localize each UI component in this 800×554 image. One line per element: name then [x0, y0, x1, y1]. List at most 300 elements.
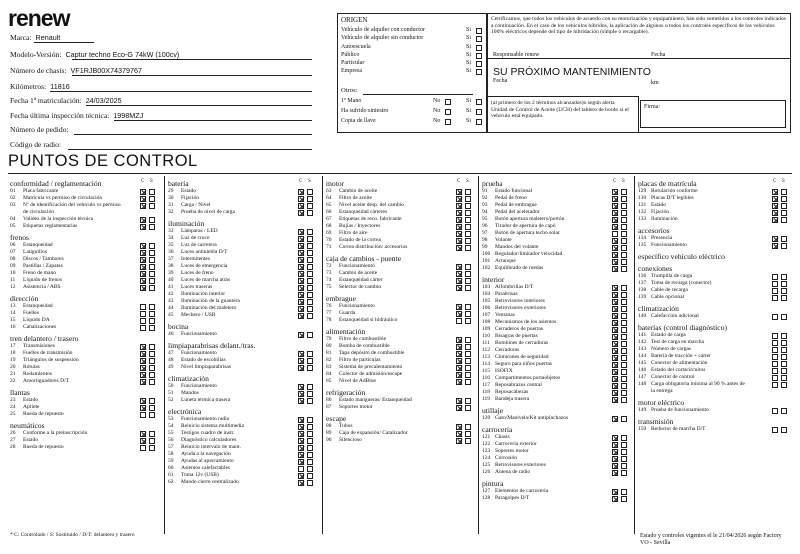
sustituido-checkbox[interactable]	[621, 266, 627, 272]
controlado-checkbox[interactable]	[456, 372, 462, 378]
sustituido-checkbox[interactable]	[307, 452, 313, 458]
sustituido-checkbox[interactable]	[781, 288, 787, 294]
controlado-checkbox[interactable]	[140, 196, 146, 202]
controlado-checkbox[interactable]	[140, 365, 146, 371]
sustituido-checkbox[interactable]	[781, 203, 787, 209]
sustituido-checkbox[interactable]	[307, 299, 313, 305]
controlado-checkbox[interactable]	[772, 375, 778, 381]
sustituido-checkbox[interactable]	[307, 351, 313, 357]
controlado-checkbox[interactable]	[140, 372, 146, 378]
sustituido-checkbox[interactable]	[781, 217, 787, 223]
sustituido-checkbox[interactable]	[307, 250, 313, 256]
controlado-checkbox[interactable]	[456, 210, 462, 216]
controlado-checkbox[interactable]	[298, 391, 304, 397]
controlado-checkbox[interactable]	[612, 362, 618, 368]
controlado-checkbox[interactable]	[772, 354, 778, 360]
sustituido-checkbox[interactable]	[307, 332, 313, 338]
controlado-checkbox[interactable]	[772, 288, 778, 294]
controlado-checkbox[interactable]	[298, 313, 304, 319]
sustituido-checkbox[interactable]	[621, 470, 627, 476]
controlado-checkbox[interactable]	[298, 384, 304, 390]
sustituido-checkbox[interactable]	[621, 376, 627, 382]
sustituido-checkbox[interactable]	[621, 341, 627, 347]
sustituido-checkbox[interactable]	[781, 347, 787, 353]
controlado-checkbox[interactable]	[612, 390, 618, 396]
sustituido-checkbox[interactable]	[781, 189, 787, 195]
sustituido-checkbox[interactable]	[149, 217, 155, 223]
controlado-checkbox[interactable]	[456, 245, 462, 251]
controlado-checkbox[interactable]	[298, 229, 304, 235]
sustituido-checkbox[interactable]	[781, 361, 787, 367]
sustituido-checkbox[interactable]	[621, 496, 627, 502]
controlado-checkbox[interactable]	[298, 299, 304, 305]
sustituido-checkbox[interactable]	[621, 259, 627, 265]
sustituido-checkbox[interactable]	[149, 365, 155, 371]
sustituido-checkbox[interactable]	[149, 379, 155, 385]
controlado-checkbox[interactable]	[772, 333, 778, 339]
controlado-checkbox[interactable]	[772, 210, 778, 216]
si-checkbox[interactable]	[476, 109, 482, 115]
controlado-checkbox[interactable]	[772, 314, 778, 320]
controlado-checkbox[interactable]	[772, 382, 778, 388]
sustituido-checkbox[interactable]	[621, 463, 627, 469]
sustituido-checkbox[interactable]	[149, 196, 155, 202]
sustituido-checkbox[interactable]	[781, 274, 787, 280]
controlado-checkbox[interactable]	[612, 238, 618, 244]
controlado-checkbox[interactable]	[456, 358, 462, 364]
controlado-checkbox[interactable]	[298, 292, 304, 298]
sustituido-checkbox[interactable]	[465, 285, 471, 291]
controlado-checkbox[interactable]	[456, 311, 462, 317]
controlado-checkbox[interactable]	[612, 369, 618, 375]
controlado-checkbox[interactable]	[456, 231, 462, 237]
controlado-checkbox[interactable]	[612, 259, 618, 265]
controlado-checkbox[interactable]	[612, 224, 618, 230]
controlado-checkbox[interactable]	[456, 278, 462, 284]
sustituido-checkbox[interactable]	[621, 238, 627, 244]
controlado-checkbox[interactable]	[456, 196, 462, 202]
si-checkbox[interactable]	[476, 119, 482, 125]
controlado-checkbox[interactable]	[456, 365, 462, 371]
controlado-checkbox[interactable]	[298, 250, 304, 256]
controlado-checkbox[interactable]	[456, 398, 462, 404]
sustituido-checkbox[interactable]	[621, 442, 627, 448]
sustituido-checkbox[interactable]	[465, 438, 471, 444]
controlado-checkbox[interactable]	[456, 405, 462, 411]
sustituido-checkbox[interactable]	[781, 210, 787, 216]
controlado-checkbox[interactable]	[612, 456, 618, 462]
controlado-checkbox[interactable]	[456, 351, 462, 357]
controlado-checkbox[interactable]	[612, 320, 618, 326]
sustituido-checkbox[interactable]	[465, 372, 471, 378]
sustituido-checkbox[interactable]	[149, 189, 155, 195]
sustituido-checkbox[interactable]	[621, 203, 627, 209]
controlado-checkbox[interactable]	[772, 427, 778, 433]
sustituido-checkbox[interactable]	[781, 295, 787, 301]
controlado-checkbox[interactable]	[612, 341, 618, 347]
controlado-checkbox[interactable]	[140, 344, 146, 350]
sustituido-checkbox[interactable]	[307, 306, 313, 312]
controlado-checkbox[interactable]	[298, 417, 304, 423]
sustituido-checkbox[interactable]	[465, 278, 471, 284]
controlado-checkbox[interactable]	[772, 347, 778, 353]
sustituido-checkbox[interactable]	[465, 203, 471, 209]
sustituido-checkbox[interactable]	[149, 250, 155, 256]
controlado-checkbox[interactable]	[140, 203, 146, 209]
controlado-checkbox[interactable]	[772, 236, 778, 242]
sustituido-checkbox[interactable]	[307, 285, 313, 291]
sustituido-checkbox[interactable]	[307, 243, 313, 249]
sustituido-checkbox[interactable]	[307, 264, 313, 270]
controlado-checkbox[interactable]	[612, 189, 618, 195]
sustituido-checkbox[interactable]	[307, 384, 313, 390]
sustituido-checkbox[interactable]	[465, 264, 471, 270]
controlado-checkbox[interactable]	[612, 203, 618, 209]
controlado-checkbox[interactable]	[140, 325, 146, 331]
sustituido-checkbox[interactable]	[149, 304, 155, 310]
controlado-checkbox[interactable]	[298, 365, 304, 371]
origen-si-checkbox[interactable]	[476, 61, 482, 67]
controlado-checkbox[interactable]	[772, 368, 778, 374]
controlado-checkbox[interactable]	[140, 358, 146, 364]
controlado-checkbox[interactable]	[456, 217, 462, 223]
sustituido-checkbox[interactable]	[465, 431, 471, 437]
controlado-checkbox[interactable]	[772, 281, 778, 287]
controlado-checkbox[interactable]	[612, 449, 618, 455]
controlado-checkbox[interactable]	[456, 285, 462, 291]
sustituido-checkbox[interactable]	[149, 438, 155, 444]
sustituido-checkbox[interactable]	[149, 351, 155, 357]
controlado-checkbox[interactable]	[298, 278, 304, 284]
sustituido-checkbox[interactable]	[621, 369, 627, 375]
sustituido-checkbox[interactable]	[307, 391, 313, 397]
sustituido-checkbox[interactable]	[307, 229, 313, 235]
sustituido-checkbox[interactable]	[621, 327, 627, 333]
controlado-checkbox[interactable]	[772, 295, 778, 301]
controlado-checkbox[interactable]	[298, 271, 304, 277]
sustituido-checkbox[interactable]	[149, 243, 155, 249]
controlado-checkbox[interactable]	[772, 408, 778, 414]
sustituido-checkbox[interactable]	[465, 344, 471, 350]
controlado-checkbox[interactable]	[612, 397, 618, 403]
sustituido-checkbox[interactable]	[621, 231, 627, 237]
sustituido-checkbox[interactable]	[149, 344, 155, 350]
sustituido-checkbox[interactable]	[621, 252, 627, 258]
controlado-checkbox[interactable]	[612, 463, 618, 469]
controlado-checkbox[interactable]	[140, 304, 146, 310]
controlado-checkbox[interactable]	[140, 271, 146, 277]
controlado-checkbox[interactable]	[772, 203, 778, 209]
sustituido-checkbox[interactable]	[307, 431, 313, 437]
sustituido-checkbox[interactable]	[465, 337, 471, 343]
sustituido-checkbox[interactable]	[465, 405, 471, 411]
controlado-checkbox[interactable]	[456, 344, 462, 350]
controlado-checkbox[interactable]	[772, 340, 778, 346]
controlado-checkbox[interactable]	[612, 496, 618, 502]
controlado-checkbox[interactable]	[456, 438, 462, 444]
controlado-checkbox[interactable]	[298, 452, 304, 458]
controlado-checkbox[interactable]	[612, 355, 618, 361]
sustituido-checkbox[interactable]	[307, 313, 313, 319]
controlado-checkbox[interactable]	[298, 189, 304, 195]
sustituido-checkbox[interactable]	[149, 264, 155, 270]
controlado-checkbox[interactable]	[298, 196, 304, 202]
sustituido-checkbox[interactable]	[307, 236, 313, 242]
sustituido-checkbox[interactable]	[621, 397, 627, 403]
sustituido-checkbox[interactable]	[781, 408, 787, 414]
sustituido-checkbox[interactable]	[307, 203, 313, 209]
controlado-checkbox[interactable]	[298, 210, 304, 216]
sustituido-checkbox[interactable]	[307, 424, 313, 430]
sustituido-checkbox[interactable]	[621, 217, 627, 223]
controlado-checkbox[interactable]	[140, 189, 146, 195]
sustituido-checkbox[interactable]	[621, 210, 627, 216]
controlado-checkbox[interactable]	[140, 412, 146, 418]
controlado-checkbox[interactable]	[298, 358, 304, 364]
controlado-checkbox[interactable]	[612, 306, 618, 312]
sustituido-checkbox[interactable]	[307, 358, 313, 364]
controlado-checkbox[interactable]	[140, 278, 146, 284]
controlado-checkbox[interactable]	[140, 264, 146, 270]
controlado-checkbox[interactable]	[140, 405, 146, 411]
controlado-checkbox[interactable]	[612, 442, 618, 448]
sustituido-checkbox[interactable]	[621, 292, 627, 298]
controlado-checkbox[interactable]	[298, 459, 304, 465]
controlado-checkbox[interactable]	[612, 210, 618, 216]
sustituido-checkbox[interactable]	[465, 231, 471, 237]
controlado-checkbox[interactable]	[298, 243, 304, 249]
sustituido-checkbox[interactable]	[621, 334, 627, 340]
controlado-checkbox[interactable]	[612, 435, 618, 441]
sustituido-checkbox[interactable]	[465, 217, 471, 223]
controlado-checkbox[interactable]	[456, 424, 462, 430]
origen-si-checkbox[interactable]	[476, 53, 482, 59]
controlado-checkbox[interactable]	[772, 243, 778, 249]
sustituido-checkbox[interactable]	[307, 292, 313, 298]
sustituido-checkbox[interactable]	[621, 313, 627, 319]
origen-si-checkbox[interactable]	[476, 36, 482, 42]
sustituido-checkbox[interactable]	[307, 257, 313, 263]
controlado-checkbox[interactable]	[298, 431, 304, 437]
sustituido-checkbox[interactable]	[621, 362, 627, 368]
sustituido-checkbox[interactable]	[307, 417, 313, 423]
sustituido-checkbox[interactable]	[307, 438, 313, 444]
controlado-checkbox[interactable]	[612, 383, 618, 389]
sustituido-checkbox[interactable]	[149, 203, 155, 209]
sustituido-checkbox[interactable]	[781, 382, 787, 388]
sustituido-checkbox[interactable]	[621, 299, 627, 305]
controlado-checkbox[interactable]	[456, 224, 462, 230]
controlado-checkbox[interactable]	[298, 480, 304, 486]
sustituido-checkbox[interactable]	[465, 304, 471, 310]
sustituido-checkbox[interactable]	[781, 196, 787, 202]
controlado-checkbox[interactable]	[612, 292, 618, 298]
controlado-checkbox[interactable]	[298, 424, 304, 430]
controlado-checkbox[interactable]	[612, 299, 618, 305]
sustituido-checkbox[interactable]	[781, 354, 787, 360]
sustituido-checkbox[interactable]	[465, 196, 471, 202]
sustituido-checkbox[interactable]	[307, 466, 313, 472]
sustituido-checkbox[interactable]	[465, 351, 471, 357]
controlado-checkbox[interactable]	[140, 318, 146, 324]
sustituido-checkbox[interactable]	[149, 311, 155, 317]
sustituido-checkbox[interactable]	[307, 473, 313, 479]
controlado-checkbox[interactable]	[612, 245, 618, 251]
controlado-checkbox[interactable]	[772, 217, 778, 223]
sustituido-checkbox[interactable]	[781, 375, 787, 381]
controlado-checkbox[interactable]	[140, 438, 146, 444]
controlado-checkbox[interactable]	[140, 379, 146, 385]
controlado-checkbox[interactable]	[612, 327, 618, 333]
controlado-checkbox[interactable]	[140, 217, 146, 223]
controlado-checkbox[interactable]	[140, 257, 146, 263]
controlado-checkbox[interactable]	[456, 318, 462, 324]
controlado-checkbox[interactable]	[612, 217, 618, 223]
sustituido-checkbox[interactable]	[465, 424, 471, 430]
origen-si-checkbox[interactable]	[476, 45, 482, 51]
sustituido-checkbox[interactable]	[621, 196, 627, 202]
sustituido-checkbox[interactable]	[621, 390, 627, 396]
controlado-checkbox[interactable]	[456, 431, 462, 437]
sustituido-checkbox[interactable]	[465, 238, 471, 244]
origen-si-checkbox[interactable]	[476, 69, 482, 75]
controlado-checkbox[interactable]	[456, 264, 462, 270]
sustituido-checkbox[interactable]	[149, 278, 155, 284]
sustituido-checkbox[interactable]	[149, 271, 155, 277]
sustituido-checkbox[interactable]	[781, 314, 787, 320]
sustituido-checkbox[interactable]	[781, 427, 787, 433]
no-checkbox[interactable]	[445, 119, 451, 125]
sustituido-checkbox[interactable]	[307, 459, 313, 465]
controlado-checkbox[interactable]	[140, 311, 146, 317]
no-checkbox[interactable]	[445, 99, 451, 105]
sustituido-checkbox[interactable]	[465, 398, 471, 404]
sustituido-checkbox[interactable]	[781, 368, 787, 374]
sustituido-checkbox[interactable]	[149, 325, 155, 331]
sustituido-checkbox[interactable]	[621, 285, 627, 291]
sustituido-checkbox[interactable]	[149, 358, 155, 364]
sustituido-checkbox[interactable]	[465, 379, 471, 385]
controlado-checkbox[interactable]	[456, 271, 462, 277]
controlado-checkbox[interactable]	[298, 257, 304, 263]
controlado-checkbox[interactable]	[772, 274, 778, 280]
controlado-checkbox[interactable]	[612, 285, 618, 291]
controlado-checkbox[interactable]	[772, 189, 778, 195]
sustituido-checkbox[interactable]	[307, 480, 313, 486]
sustituido-checkbox[interactable]	[149, 372, 155, 378]
sustituido-checkbox[interactable]	[621, 224, 627, 230]
sustituido-checkbox[interactable]	[781, 340, 787, 346]
controlado-checkbox[interactable]	[612, 416, 618, 422]
controlado-checkbox[interactable]	[298, 332, 304, 338]
controlado-checkbox[interactable]	[612, 252, 618, 258]
sustituido-checkbox[interactable]	[149, 431, 155, 437]
sustituido-checkbox[interactable]	[149, 445, 155, 451]
sustituido-checkbox[interactable]	[149, 398, 155, 404]
sustituido-checkbox[interactable]	[307, 398, 313, 404]
controlado-checkbox[interactable]	[140, 243, 146, 249]
controlado-checkbox[interactable]	[298, 398, 304, 404]
sustituido-checkbox[interactable]	[465, 358, 471, 364]
controlado-checkbox[interactable]	[612, 313, 618, 319]
controlado-checkbox[interactable]	[612, 489, 618, 495]
sustituido-checkbox[interactable]	[465, 318, 471, 324]
sustituido-checkbox[interactable]	[621, 245, 627, 251]
controlado-checkbox[interactable]	[298, 445, 304, 451]
si-checkbox[interactable]	[476, 99, 482, 105]
sustituido-checkbox[interactable]	[149, 405, 155, 411]
controlado-checkbox[interactable]	[456, 337, 462, 343]
sustituido-checkbox[interactable]	[465, 311, 471, 317]
sustituido-checkbox[interactable]	[465, 245, 471, 251]
sustituido-checkbox[interactable]	[307, 271, 313, 277]
controlado-checkbox[interactable]	[456, 304, 462, 310]
sustituido-checkbox[interactable]	[781, 236, 787, 242]
sustituido-checkbox[interactable]	[781, 333, 787, 339]
sustituido-checkbox[interactable]	[621, 435, 627, 441]
sustituido-checkbox[interactable]	[621, 348, 627, 354]
sustituido-checkbox[interactable]	[149, 318, 155, 324]
controlado-checkbox[interactable]	[612, 334, 618, 340]
controlado-checkbox[interactable]	[298, 264, 304, 270]
sustituido-checkbox[interactable]	[621, 355, 627, 361]
controlado-checkbox[interactable]	[456, 189, 462, 195]
sustituido-checkbox[interactable]	[307, 278, 313, 284]
sustituido-checkbox[interactable]	[149, 285, 155, 291]
sustituido-checkbox[interactable]	[465, 210, 471, 216]
controlado-checkbox[interactable]	[140, 445, 146, 451]
controlado-checkbox[interactable]	[298, 438, 304, 444]
sustituido-checkbox[interactable]	[465, 365, 471, 371]
controlado-checkbox[interactable]	[298, 236, 304, 242]
sustituido-checkbox[interactable]	[621, 416, 627, 422]
controlado-checkbox[interactable]	[298, 285, 304, 291]
controlado-checkbox[interactable]	[140, 431, 146, 437]
controlado-checkbox[interactable]	[612, 231, 618, 237]
controlado-checkbox[interactable]	[456, 203, 462, 209]
controlado-checkbox[interactable]	[298, 203, 304, 209]
sustituido-checkbox[interactable]	[465, 224, 471, 230]
sustituido-checkbox[interactable]	[621, 383, 627, 389]
sustituido-checkbox[interactable]	[149, 257, 155, 263]
sustituido-checkbox[interactable]	[307, 196, 313, 202]
controlado-checkbox[interactable]	[140, 285, 146, 291]
controlado-checkbox[interactable]	[140, 224, 146, 230]
controlado-checkbox[interactable]	[772, 361, 778, 367]
controlado-checkbox[interactable]	[140, 351, 146, 357]
controlado-checkbox[interactable]	[140, 398, 146, 404]
sustituido-checkbox[interactable]	[621, 306, 627, 312]
sustituido-checkbox[interactable]	[465, 271, 471, 277]
controlado-checkbox[interactable]	[612, 196, 618, 202]
sustituido-checkbox[interactable]	[307, 189, 313, 195]
sustituido-checkbox[interactable]	[621, 189, 627, 195]
controlado-checkbox[interactable]	[298, 466, 304, 472]
controlado-checkbox[interactable]	[612, 376, 618, 382]
controlado-checkbox[interactable]	[456, 238, 462, 244]
sustituido-checkbox[interactable]	[781, 243, 787, 249]
controlado-checkbox[interactable]	[612, 470, 618, 476]
sustituido-checkbox[interactable]	[307, 365, 313, 371]
sustituido-checkbox[interactable]	[307, 210, 313, 216]
controlado-checkbox[interactable]	[456, 379, 462, 385]
sustituido-checkbox[interactable]	[621, 449, 627, 455]
controlado-checkbox[interactable]	[612, 348, 618, 354]
sustituido-checkbox[interactable]	[307, 445, 313, 451]
controlado-checkbox[interactable]	[298, 306, 304, 312]
controlado-checkbox[interactable]	[612, 266, 618, 272]
controlado-checkbox[interactable]	[140, 250, 146, 256]
